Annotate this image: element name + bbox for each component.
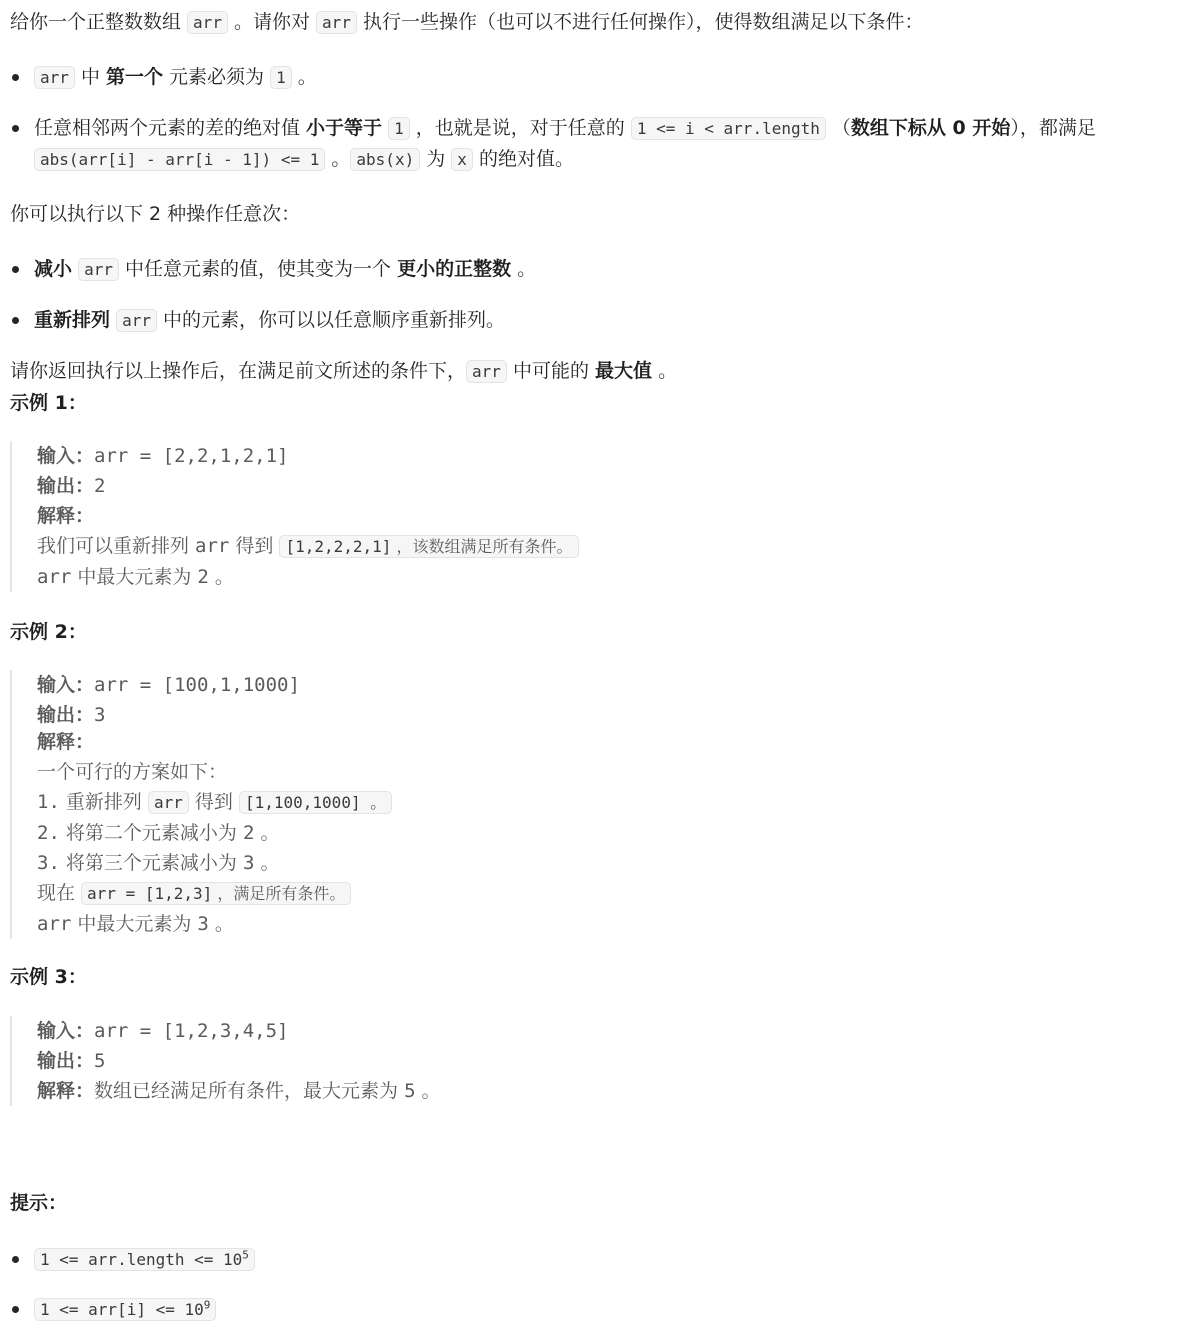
example-block — [10, 1016, 1187, 1106]
operation-text: 中任意元素的值，使其变为一个 — [118, 258, 398, 280]
inline-code: arr — [78, 258, 119, 281]
hint-text: 1 <= arr[i] <= 10 — [40, 1300, 204, 1319]
inline-code: abs(arr[i] - arr[i - 1]) <= 1 — [34, 148, 325, 171]
inline-code: x — [451, 148, 473, 171]
input-value: arr = [100,1,1000] — [94, 674, 300, 696]
bold-text: 更小的正整数 — [397, 258, 512, 280]
inline-code — [34, 1248, 255, 1271]
inline-code — [279, 535, 578, 558]
explain-mono: 2 — [242, 822, 255, 844]
explain-mono: arr — [37, 913, 72, 935]
bold-text: 重新排列 — [34, 309, 111, 331]
explain-label: 解释： — [37, 731, 95, 753]
condition-item — [10, 62, 1182, 93]
explain-text: 将第二个元素减小为 — [59, 822, 243, 844]
clipped-text: 请你返回执行以上操作后，在满足前文所述的条件下， — [10, 360, 467, 382]
explain-text: 得到 — [188, 791, 239, 813]
input-label: 输入： — [37, 674, 95, 696]
intro-text: 给你一个正整数数组 — [10, 11, 188, 33]
explain-text: 一个可行的方案如下： — [37, 761, 228, 783]
step-number: 3. — [37, 852, 60, 874]
step-number: 1. — [37, 791, 60, 813]
explain-label: 解释： — [37, 505, 95, 527]
intro-text: 执行一些操作（也可以不进行任何操作），使得数组满足以下条件： — [356, 11, 924, 33]
condition-text: （ — [825, 117, 851, 139]
example-title: 示例 2： — [10, 621, 87, 643]
bold-text: 减小 — [34, 258, 73, 280]
inline-code: arr — [34, 66, 75, 89]
intro-paragraph — [10, 7, 924, 38]
inline-code: arr — [148, 791, 189, 814]
explain-label: 解释： — [37, 1080, 95, 1102]
explain-mono: 3 — [197, 913, 209, 935]
output-value: 3 — [94, 704, 106, 726]
condition-text: 任意相邻两个元素的差的绝对值 — [34, 117, 307, 139]
explain-mono: 2 — [197, 566, 209, 588]
code-note: ，该数组满足所有条件。 — [391, 537, 573, 556]
clipped-paragraph — [10, 360, 1188, 382]
explain-text: 。 — [254, 852, 280, 874]
output-label: 输出： — [37, 704, 95, 726]
input-label: 输入： — [37, 445, 95, 467]
operation-item — [10, 305, 1182, 336]
condition-text: 。 — [325, 148, 351, 170]
exponent: 5 — [242, 1248, 249, 1262]
explain-mono: arr — [37, 566, 72, 588]
output-label: 输出： — [37, 475, 95, 497]
operation-item — [10, 254, 1182, 285]
explain-text: 现在 — [37, 882, 82, 904]
output-value: 2 — [94, 475, 106, 497]
explain-text: 。 — [415, 1080, 441, 1102]
clipped-text: 。 — [652, 360, 678, 382]
output-value: 5 — [94, 1050, 106, 1072]
operations-intro: 你可以执行以下 2 种操作任意次： — [10, 203, 301, 225]
input-value: arr = [2,2,1,2,1] — [94, 445, 289, 467]
hint-item — [10, 1244, 1182, 1275]
bold-text: 第一个 — [106, 66, 164, 88]
operations-list — [10, 254, 1182, 336]
inline-code — [34, 1298, 216, 1321]
bold-text: 最大值 — [595, 360, 653, 382]
explain-text: 重新排列 — [59, 791, 148, 813]
hint-item — [10, 1294, 1182, 1325]
condition-text: 元素必须为 — [163, 66, 271, 88]
inline-code: arr — [116, 309, 157, 332]
condition-text: 中 — [74, 66, 106, 88]
operation-text: 中的元素，你可以以任意顺序重新排列。 — [156, 309, 506, 331]
condition-text: ，也就是说，对于任意的 — [409, 117, 631, 139]
code-text: arr = [1,2,3] — [87, 884, 213, 903]
inline-code: [1,100,1000] 。 — [239, 791, 392, 814]
hint-text: 1 <= arr.length <= 10 — [40, 1250, 243, 1269]
bold-text: 小于等于 — [306, 117, 383, 139]
condition-text: ），都满足 — [1010, 117, 1096, 139]
output-label: 输出： — [37, 1050, 95, 1072]
inline-code: 1 — [270, 66, 292, 89]
code-note: ，满足所有条件。 — [212, 884, 346, 903]
intro-text: 。请你对 — [227, 11, 317, 33]
exponent: 9 — [203, 1298, 211, 1312]
explain-text: 数组已经满足所有条件，最大元素为 — [94, 1080, 405, 1102]
explain-text: 。 — [254, 822, 280, 844]
inline-code: 1 — [388, 117, 410, 140]
explain-text: 我们可以重新排列 — [37, 535, 196, 557]
operation-text: 。 — [511, 258, 537, 280]
code-text: [1,2,2,2,1] — [285, 537, 392, 556]
hints-list — [10, 1244, 1182, 1325]
inline-code: arr — [187, 11, 228, 34]
example-title: 示例 1： — [10, 392, 87, 414]
inline-code: abs(x) — [350, 148, 420, 171]
condition-text: 的绝对值。 — [472, 148, 574, 170]
example-block — [10, 441, 1187, 592]
explain-text: 中最大元素为 — [71, 913, 198, 935]
condition-text: 为 — [420, 148, 452, 170]
explain-text: 。 — [208, 913, 234, 935]
input-value: arr = [1,2,3,4,5] — [94, 1020, 289, 1042]
input-label: 输入： — [37, 1020, 95, 1042]
inline-code — [81, 882, 351, 905]
explain-text: 。 — [208, 566, 234, 588]
clipped-text: 中可能的 — [506, 360, 596, 382]
explain-text: 将第三个元素减小为 — [59, 852, 243, 874]
inline-code: arr — [316, 11, 357, 34]
example-title: 示例 3： — [10, 966, 87, 988]
condition-item — [10, 113, 1182, 175]
hints-title: 提示： — [10, 1192, 68, 1214]
explain-mono: arr — [195, 535, 230, 557]
step-number: 2. — [37, 822, 60, 844]
conditions-list — [10, 62, 1182, 175]
explain-mono: 5 — [404, 1080, 416, 1102]
condition-text: 。 — [291, 66, 317, 88]
example-block — [10, 670, 1187, 939]
explain-text: 中最大元素为 — [71, 566, 198, 588]
inline-code: 1 <= i < arr.length — [631, 117, 826, 140]
explain-mono: 3 — [242, 852, 255, 874]
bold-text: 数组下标从 0 开始 — [850, 117, 1011, 139]
explain-text: 得到 — [229, 535, 280, 557]
inline-code: arr — [466, 360, 507, 383]
